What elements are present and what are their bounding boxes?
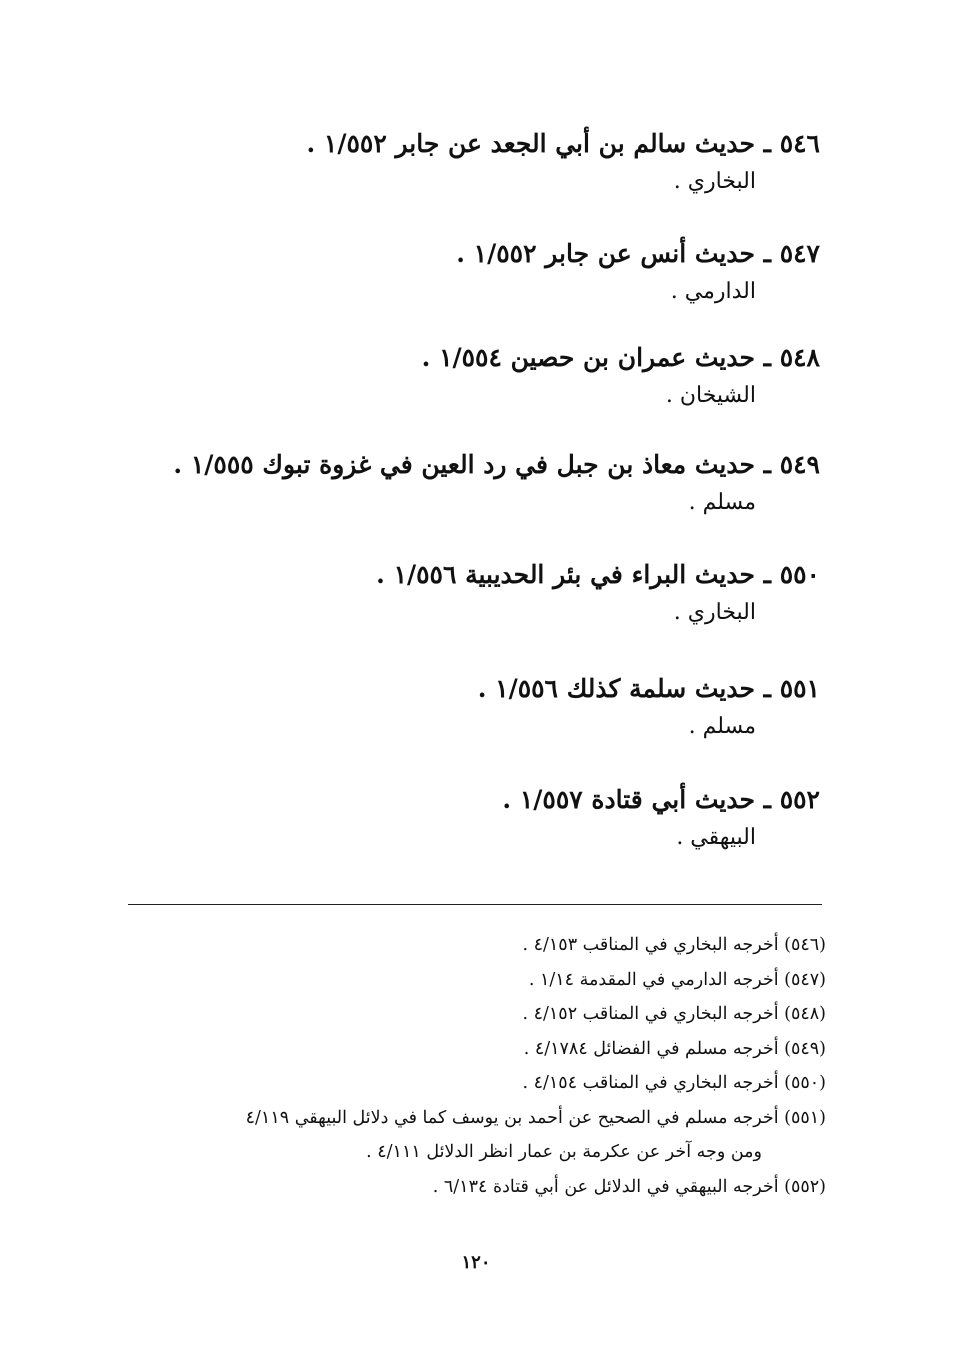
entry-heading: ٥٤٧ ـ حديث أنس عن جابر ١/٥٥٢ . — [456, 239, 820, 268]
entry-source: الدارمي . — [670, 279, 756, 304]
footnote-546: (٥٤٦) أخرجه البخاري في المناقب ٤/١٥٣ . — [522, 935, 826, 955]
entry-source: البخاري . — [673, 169, 756, 194]
hadith-entry-547 — [100, 237, 820, 307]
entry-source: مسلم . — [688, 714, 756, 739]
entry-heading: ٥٤٨ ـ حديث عمران بن حصين ١/٥٥٤ . — [421, 343, 820, 372]
entry-heading: ٥٥٠ ـ حديث البراء في بئر الحديبية ١/٥٥٦ . — [376, 560, 820, 589]
hadith-entry-548 — [100, 341, 820, 411]
hadith-entry-546 — [100, 127, 820, 197]
entry-heading: ٥٥١ ـ حديث سلمة كذلك ١/٥٥٦ . — [477, 674, 820, 703]
footnotes — [100, 928, 826, 1204]
hadith-entry-552 — [100, 783, 820, 853]
hadith-entry-549 — [100, 448, 820, 518]
footnote-547: (٥٤٧) أخرجه الدارمي في المقدمة ١/١٤ . — [528, 969, 826, 990]
footnote-550: (٥٥٠) أخرجه البخاري في المناقب ٤/١٥٤ . — [522, 1073, 826, 1093]
entry-heading: ٥٥٢ ـ حديث أبي قتادة ١/٥٥٧ . — [502, 785, 820, 814]
entry-heading: ٥٤٦ ـ حديث سالم بن أبي الجعد عن جابر ١/٥٥٢ . — [306, 129, 820, 158]
footnote-551: (٥٥١) أخرجه مسلم في الصحيح عن أحمد بن يوسف كما في دلائل البيهقي ٤/١١٩ — [245, 1107, 826, 1128]
hadith-entry-550 — [100, 558, 820, 628]
entry-heading: ٥٤٩ ـ حديث معاذ بن جبل في رد العين في غزوة تبوك ١/٥٥٥ . — [173, 450, 820, 479]
entry-source: البخاري . — [673, 600, 756, 625]
footnote-549: (٥٤٩) أخرجه مسلم في الفضائل ٤/١٧٨٤ . — [523, 1038, 826, 1059]
footnote-552: (٥٥٢) أخرجه البيهقي في الدلائل عن أبي قتادة ٦/١٣٤ . — [432, 1176, 826, 1197]
footnote-551-continuation: ومن وجه آخر عن عكرمة بن عمار انظر الدلائل ٤/١١١ . — [366, 1142, 762, 1162]
entry-source: البيهقي . — [676, 825, 756, 850]
entry-source: مسلم . — [688, 490, 756, 515]
footnote-separator — [128, 904, 822, 905]
entry-source: الشيخان . — [665, 383, 756, 408]
hadith-entry-551 — [100, 672, 820, 742]
page-number: ١٢٠ — [461, 1252, 491, 1273]
footnote-548: (٥٤٨) أخرجه البخاري في المناقب ٤/١٥٢ . — [522, 1004, 826, 1024]
